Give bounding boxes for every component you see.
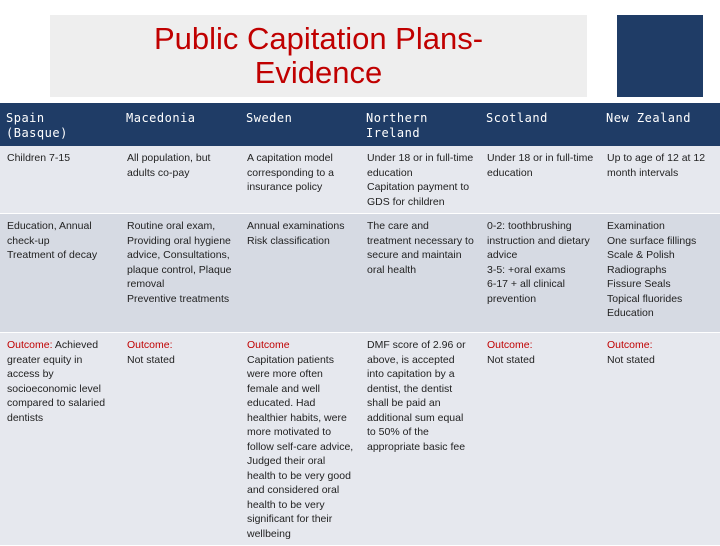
- table-cell: Up to age of 12 at 12 month intervals: [600, 146, 720, 214]
- header-row: [0, 103, 720, 146]
- table-cell: [240, 333, 360, 546]
- table-cell: Under 18 or in full-time education Capitation payment to GDS for children: [360, 146, 480, 214]
- page-title: Public Capitation Plans- Evidence: [153, 21, 484, 90]
- table-row-outcomes: [0, 333, 720, 546]
- header-cell: Northern Ireland: [360, 103, 480, 146]
- outcome-label: Outcome:: [607, 339, 653, 351]
- table-cell: [360, 333, 480, 546]
- table-cell: Children 7-15: [0, 146, 120, 214]
- outcome-label: Outcome:: [127, 339, 173, 351]
- outcome-text: Not stated: [607, 353, 655, 366]
- table-cell: All population, but adults co-pay: [120, 146, 240, 214]
- decorative-square: [617, 15, 703, 97]
- comparison-table: [0, 103, 720, 546]
- outcome-text: DMF score of 2.96 or above, is accepted into capitation by a dentist, the dentist shall be paid an additional sum equal to 50% of the appropriate basic fee: [367, 339, 466, 453]
- outcome-text: Not stated: [127, 353, 175, 366]
- header-cell: Macedonia: [120, 103, 240, 146]
- table-cell: Education, Annual check-up Treatment of decay: [0, 214, 120, 333]
- header-cell: Scotland: [480, 103, 600, 146]
- table-cell: 0-2: toothbrushing instruction and dietary advice 3-5: +oral exams 6-17 + all clinical prevention: [480, 214, 600, 333]
- table-cell: [600, 333, 720, 546]
- table-cell: [120, 333, 240, 546]
- outcome-label: Outcome:: [487, 339, 533, 351]
- outcome-label: Outcome: [247, 339, 290, 351]
- header-cell: New Zealand: [600, 103, 720, 146]
- table-row-eligibility: [0, 146, 720, 214]
- table-cell: [480, 333, 600, 546]
- table-cell: Annual examinations Risk classification: [240, 214, 360, 333]
- table-row-services: [0, 214, 720, 333]
- table-cell: [0, 333, 120, 546]
- outcome-label: Outcome:: [7, 339, 53, 351]
- table-cell: Examination One surface fillings Scale & Polish Radiographs Fissure Seals Topical fluorides Education: [600, 214, 720, 333]
- header-cell: Spain (Basque): [0, 103, 120, 146]
- table-cell: The care and treatment necessary to secure and maintain oral health: [360, 214, 480, 333]
- table-cell: Routine oral exam, Providing oral hygiene advice, Consultations, plaque control, Plaque removal Preventive treatments: [120, 214, 240, 333]
- outcome-text: Achieved greater equity in access by socioeconomic level compared to salaried dentists: [7, 339, 106, 424]
- outcome-text: Capitation patients were more often female and well educated. Had healthier habits, were more motivated to follow self-care advice, Judged their oral health to be very good and considered oral health to be very significant for their wellbeing: [247, 353, 354, 540]
- table-cell: Under 18 or in full-time education: [480, 146, 600, 214]
- table-cell: A capitation model corresponding to a insurance policy: [240, 146, 360, 214]
- outcome-text: Not stated: [487, 353, 535, 366]
- header-cell: Sweden: [240, 103, 360, 146]
